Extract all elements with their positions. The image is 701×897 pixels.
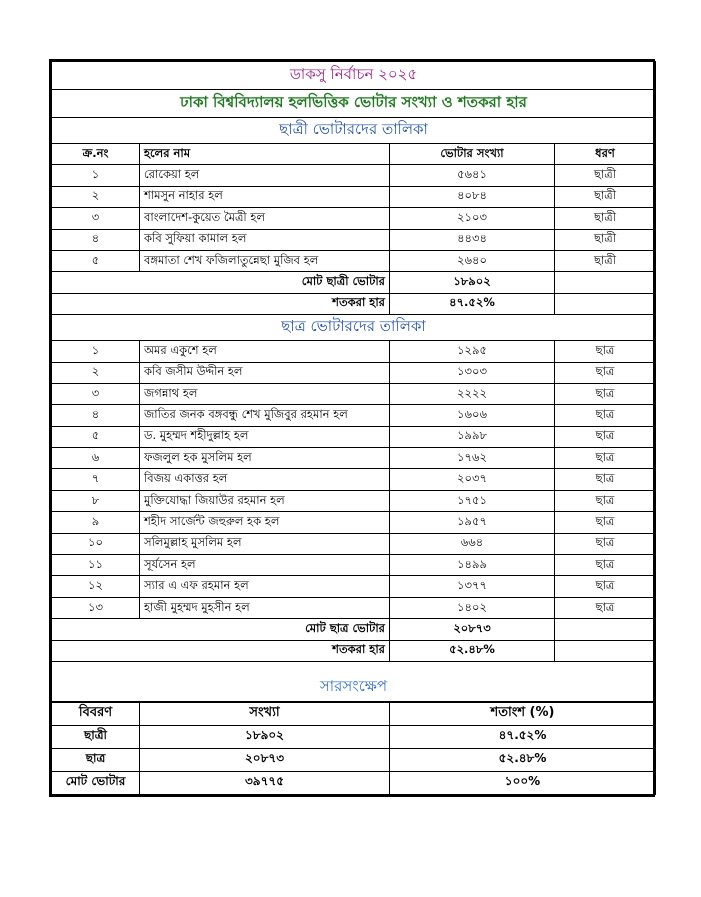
voter-sheet xyxy=(49,59,655,797)
male-hall-row xyxy=(52,490,656,511)
female-hall-row xyxy=(52,250,656,271)
male-hall-row xyxy=(52,341,656,362)
summary-header-row xyxy=(52,702,656,725)
male-pct-row xyxy=(52,640,656,661)
serial-cell: ৭ xyxy=(52,469,140,490)
male-hall-row xyxy=(52,597,656,618)
male-section-title: ছাত্র ভোটারদের তালিকা xyxy=(52,315,656,341)
male-hall-row xyxy=(52,405,656,426)
serial-cell: ৩ xyxy=(52,208,140,229)
hall-name-cell: জগন্নাথ হল xyxy=(140,383,390,404)
type-cell: ছাত্র xyxy=(555,405,656,426)
female-section-title: ছাত্রী ভোটারদের তালিকা xyxy=(52,118,656,144)
voter-count-cell: ১৯৯৮ xyxy=(390,426,555,447)
summary-count-cell: ৩৯৭৭৫ xyxy=(140,771,390,794)
type-cell: ছাত্র xyxy=(555,362,656,383)
female-pct-value: ৪৭.৫২% xyxy=(390,293,555,314)
summary-row xyxy=(52,725,656,748)
hall-name-cell: সূর্যসেন হল xyxy=(140,555,390,576)
male-hall-row xyxy=(52,426,656,447)
summary-title: সারসংক্ষেপ xyxy=(52,673,656,701)
summary-pct-cell: ১০০% xyxy=(390,771,656,794)
male-pct-value: ৫২.৪৮% xyxy=(390,640,555,661)
summary-title-row xyxy=(52,673,656,701)
hall-name-cell: ড. মুহম্মদ শহীদুল্লাহ হল xyxy=(140,426,390,447)
female-total-row xyxy=(52,272,656,293)
male-total-value: ২০৮৭৩ xyxy=(390,619,555,640)
type-cell: ছাত্রী xyxy=(555,229,656,250)
hall-name-cell: কবি সুফিয়া কামাল হল xyxy=(140,229,390,250)
voter-count-cell: ১৪০২ xyxy=(390,597,555,618)
hall-name-cell: রোকেয়া হল xyxy=(140,165,390,186)
summary-rows xyxy=(52,702,656,794)
hall-name-cell: সলিমুল্লাহ মুসলিম হল xyxy=(140,533,390,554)
voter-count-cell: ১৬০৬ xyxy=(390,405,555,426)
hall-name-cell: ফজলুল হক মুসলিম হল xyxy=(140,448,390,469)
summary-table xyxy=(51,702,656,795)
column-header-row xyxy=(52,144,656,165)
voter-count-cell: ১৭৫১ xyxy=(390,490,555,511)
female-total-value: ১৮৯০২ xyxy=(390,272,555,293)
male-hall-row xyxy=(52,448,656,469)
serial-cell: ৮ xyxy=(52,490,140,511)
summary-count-cell: ২০৮৭৩ xyxy=(140,748,390,771)
spacer-cell xyxy=(52,661,656,673)
male-rows xyxy=(52,341,656,619)
voter-count-cell: ২৬৪০ xyxy=(390,250,555,271)
male-hall-row xyxy=(52,469,656,490)
serial-cell: ৪ xyxy=(52,405,140,426)
voter-count-cell: ১৩৭৭ xyxy=(390,576,555,597)
empty-cell xyxy=(555,293,656,314)
voter-count-cell: ৫৬৪১ xyxy=(390,165,555,186)
male-hall-row xyxy=(52,576,656,597)
hall-name-cell: স্যার এ এফ রহমান হল xyxy=(140,576,390,597)
type-cell: ছাত্র xyxy=(555,597,656,618)
summary-count-cell: ১৮৯০২ xyxy=(140,725,390,748)
summary-label-cell: ছাত্রী xyxy=(52,725,140,748)
hall-name-cell: বিজয় একাত্তর হল xyxy=(140,469,390,490)
type-cell: ছাত্র xyxy=(555,512,656,533)
type-cell: ছাত্র xyxy=(555,383,656,404)
voter-count-cell: ১৭৬২ xyxy=(390,448,555,469)
page-title: ডাকসু নির্বাচন ২০২৫ xyxy=(52,62,656,90)
voter-count-cell: ৪০৮৪ xyxy=(390,186,555,207)
summary-pct-cell: ৪৭.৫২% xyxy=(390,725,656,748)
col-hall-header: হলের নাম xyxy=(140,144,390,165)
type-cell: ছাত্রী xyxy=(555,250,656,271)
serial-cell: ১২ xyxy=(52,576,140,597)
female-totals xyxy=(52,272,656,341)
hall-name-cell: শহীদ সার্জেন্ট জহুরুল হক হল xyxy=(140,512,390,533)
col-type-header: ধরণ xyxy=(555,144,656,165)
voter-table-body xyxy=(52,62,656,165)
summary-label-cell: ছাত্র xyxy=(52,748,140,771)
subtitle-row xyxy=(52,90,656,118)
type-cell: ছাত্র xyxy=(555,576,656,597)
hall-name-cell: কবি জসীম উদ্দীন হল xyxy=(140,362,390,383)
voter-count-cell: ১২৯৫ xyxy=(390,341,555,362)
serial-cell: ৫ xyxy=(52,250,140,271)
male-total-label: মোট ছাত্র ভোটার xyxy=(52,619,390,640)
female-hall-row xyxy=(52,208,656,229)
spacer-row xyxy=(52,661,656,673)
serial-cell: ১১ xyxy=(52,555,140,576)
female-total-label: মোট ছাত্রী ভোটার xyxy=(52,272,390,293)
female-section-row xyxy=(52,118,656,144)
serial-cell: ১৩ xyxy=(52,597,140,618)
female-pct-label: শতকরা হার xyxy=(52,293,390,314)
voter-count-cell: ২১০৩ xyxy=(390,208,555,229)
male-hall-row xyxy=(52,512,656,533)
male-total-row xyxy=(52,619,656,640)
voter-count-cell: ১৩০৩ xyxy=(390,362,555,383)
serial-cell: ১ xyxy=(52,341,140,362)
col-serial-header: ক্র.নং xyxy=(52,144,140,165)
summary-row xyxy=(52,748,656,771)
voter-count-cell: ৬৬৪ xyxy=(390,533,555,554)
type-cell: ছাত্র xyxy=(555,490,656,511)
col-voters-header: ভোটার সংখ্যা xyxy=(390,144,555,165)
female-rows xyxy=(52,165,656,272)
voter-count-cell: ২০৩৭ xyxy=(390,469,555,490)
empty-cell xyxy=(555,272,656,293)
hall-name-cell: মুক্তিযোদ্ধা জিয়াউর রহমান হল xyxy=(140,490,390,511)
type-cell: ছাত্র xyxy=(555,469,656,490)
voter-count-cell: ২২২২ xyxy=(390,383,555,404)
serial-cell: ১ xyxy=(52,165,140,186)
summary-col-desc: বিবরণ xyxy=(52,702,140,725)
hall-name-cell: বঙ্গমাতা শেখ ফজিলাতুন্নেছা মুজিব হল xyxy=(140,250,390,271)
voter-count-cell: ১৯৫৭ xyxy=(390,512,555,533)
serial-cell: ২ xyxy=(52,362,140,383)
serial-cell: ২ xyxy=(52,186,140,207)
serial-cell: ৪ xyxy=(52,229,140,250)
summary-col-count: সংখ্যা xyxy=(140,702,390,725)
female-hall-row xyxy=(52,186,656,207)
page-subtitle: ঢাকা বিশ্ববিদ্যালয় হলভিত্তিক ভোটার সংখ্যা ও শতকরা হার xyxy=(52,90,656,118)
hall-name-cell: অমর একুশে হল xyxy=(140,341,390,362)
voter-table xyxy=(51,61,656,702)
serial-cell: ১০ xyxy=(52,533,140,554)
type-cell: ছাত্র xyxy=(555,448,656,469)
male-section-row xyxy=(52,315,656,341)
empty-cell xyxy=(555,619,656,640)
male-pct-label: শতকরা হার xyxy=(52,640,390,661)
female-hall-row xyxy=(52,229,656,250)
title-row xyxy=(52,62,656,90)
male-hall-row xyxy=(52,533,656,554)
voter-count-cell: ১৪৯৯ xyxy=(390,555,555,576)
type-cell: ছাত্রী xyxy=(555,165,656,186)
type-cell: ছাত্র xyxy=(555,533,656,554)
type-cell: ছাত্র xyxy=(555,341,656,362)
summary-row xyxy=(52,771,656,794)
female-hall-row xyxy=(52,165,656,186)
type-cell: ছাত্র xyxy=(555,426,656,447)
hall-name-cell: হাজী মুহম্মদ মুহসীন হল xyxy=(140,597,390,618)
serial-cell: ৫ xyxy=(52,426,140,447)
type-cell: ছাত্রী xyxy=(555,208,656,229)
voter-count-cell: ৪৪৩৪ xyxy=(390,229,555,250)
type-cell: ছাত্রী xyxy=(555,186,656,207)
male-hall-row xyxy=(52,362,656,383)
summary-pct-cell: ৫২.৪৮% xyxy=(390,748,656,771)
serial-cell: ৬ xyxy=(52,448,140,469)
serial-cell: ৩ xyxy=(52,383,140,404)
male-hall-row xyxy=(52,555,656,576)
male-hall-row xyxy=(52,383,656,404)
male-totals xyxy=(52,619,656,702)
hall-name-cell: বাংলাদেশ-কুয়েত মৈত্রী হল xyxy=(140,208,390,229)
female-pct-row xyxy=(52,293,656,314)
hall-name-cell: জাতির জনক বঙ্গবন্ধু শেখ মুজিবুর রহমান হল xyxy=(140,405,390,426)
empty-cell xyxy=(555,640,656,661)
type-cell: ছাত্র xyxy=(555,555,656,576)
serial-cell: ৯ xyxy=(52,512,140,533)
summary-col-pct: শতাংশ (%) xyxy=(390,702,656,725)
hall-name-cell: শামসুন নাহার হল xyxy=(140,186,390,207)
summary-label-cell: মোট ভোটার xyxy=(52,771,140,794)
